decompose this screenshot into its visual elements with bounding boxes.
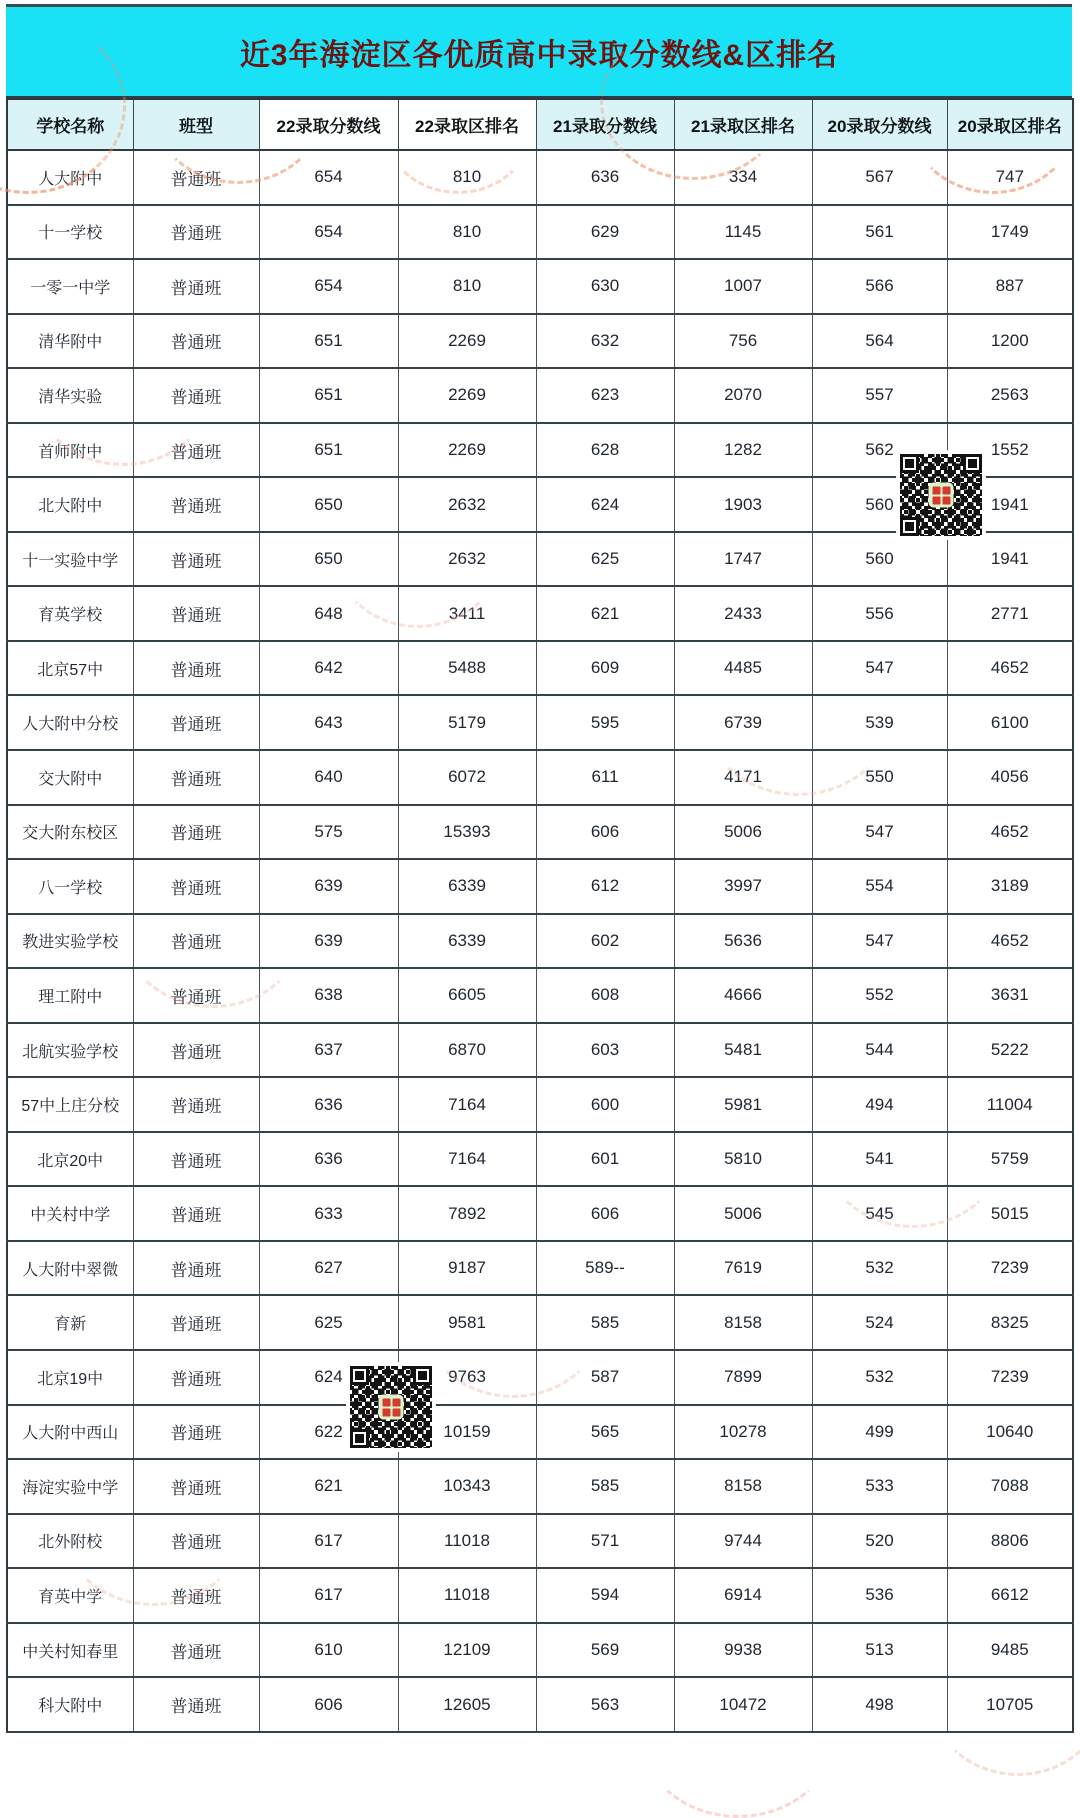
score-cell: 2433 (674, 586, 812, 641)
class-type-cell: 普通班 (133, 1186, 259, 1241)
score-cell: 639 (259, 914, 398, 969)
score-cell: 9938 (674, 1623, 812, 1678)
score-cell: 654 (259, 259, 398, 314)
score-cell: 1145 (674, 205, 812, 260)
table-row (7, 1132, 1073, 1187)
page-title: 近3年海淀区各优质高中录取分数线&区排名 (239, 38, 839, 72)
school-name-cell: 海淀实验中学 (7, 1459, 133, 1514)
score-cell: 602 (536, 914, 674, 969)
score-cell: 547 (812, 641, 947, 696)
score-cell: 560 (812, 532, 947, 587)
score-cell: 4485 (674, 641, 812, 696)
score-cell: 10343 (398, 1459, 536, 1514)
score-cell: 636 (259, 1132, 398, 1187)
score-cell: 8325 (947, 1295, 1073, 1350)
table-row (7, 205, 1073, 260)
table-row (7, 1295, 1073, 1350)
class-type-cell: 普通班 (133, 1350, 259, 1405)
table-row (7, 968, 1073, 1023)
score-cell: 494 (812, 1077, 947, 1132)
school-name-cell: 科大附中 (7, 1677, 133, 1732)
score-cell: 589-- (536, 1241, 674, 1296)
score-cell: 4056 (947, 750, 1073, 805)
score-cell: 1282 (674, 423, 812, 478)
class-type-cell: 普通班 (133, 423, 259, 478)
score-cell: 608 (536, 968, 674, 1023)
score-cell: 9485 (947, 1623, 1073, 1678)
score-cell: 617 (259, 1568, 398, 1623)
school-name-cell: 十一学校 (7, 205, 133, 260)
score-cell: 651 (259, 368, 398, 423)
score-cell: 10159 (398, 1405, 536, 1460)
score-cell: 3189 (947, 859, 1073, 914)
score-cell: 6339 (398, 914, 536, 969)
school-name-cell: 北京20中 (7, 1132, 133, 1187)
score-cell: 639 (259, 859, 398, 914)
qr-finder-icon (350, 1366, 369, 1385)
score-cell: 9763 (398, 1350, 536, 1405)
school-name-cell: 人大附中 (7, 150, 133, 205)
score-cell: 611 (536, 750, 674, 805)
score-cell: 11004 (947, 1077, 1073, 1132)
score-cell: 562 (812, 423, 947, 478)
header-row (7, 99, 1073, 150)
column-header: 学校名称 (7, 99, 133, 150)
table-row (7, 914, 1073, 969)
title-bar (6, 4, 1072, 98)
class-type-cell: 普通班 (133, 259, 259, 314)
score-cell: 536 (812, 1568, 947, 1623)
class-type-cell: 普通班 (133, 1295, 259, 1350)
column-header: 22录取区排名 (398, 99, 536, 150)
score-cell: 587 (536, 1350, 674, 1405)
score-cell: 1200 (947, 314, 1073, 369)
score-cell: 8158 (674, 1295, 812, 1350)
score-cell: 9187 (398, 1241, 536, 1296)
class-type-cell: 普通班 (133, 914, 259, 969)
score-cell: 654 (259, 150, 398, 205)
table-row (7, 586, 1073, 641)
score-cell: 4652 (947, 805, 1073, 860)
score-cell: 1941 (947, 477, 1073, 532)
table-row (7, 150, 1073, 205)
class-type-cell: 普通班 (133, 1623, 259, 1678)
score-cell: 612 (536, 859, 674, 914)
score-cell: 638 (259, 968, 398, 1023)
class-type-cell: 普通班 (133, 150, 259, 205)
class-type-cell: 普通班 (133, 1514, 259, 1569)
score-cell: 595 (536, 695, 674, 750)
score-cell: 5006 (674, 1186, 812, 1241)
score-cell: 606 (536, 1186, 674, 1241)
score-cell: 9744 (674, 1514, 812, 1569)
school-name-cell: 育英学校 (7, 586, 133, 641)
table-row (7, 1405, 1073, 1460)
score-cell: 648 (259, 586, 398, 641)
score-cell: 1903 (674, 477, 812, 532)
qr-finder-icon (900, 517, 919, 536)
table-row (7, 1459, 1073, 1514)
table-row (7, 1623, 1073, 1678)
score-cell: 5981 (674, 1077, 812, 1132)
school-name-cell: 清华实验 (7, 368, 133, 423)
score-cell: 6914 (674, 1568, 812, 1623)
table-row (7, 259, 1073, 314)
score-cell: 8806 (947, 1514, 1073, 1569)
score-cell: 601 (536, 1132, 674, 1187)
table-row (7, 368, 1073, 423)
score-cell: 2269 (398, 314, 536, 369)
table-row (7, 1350, 1073, 1405)
score-cell: 532 (812, 1241, 947, 1296)
score-cell: 600 (536, 1077, 674, 1132)
score-cell: 4652 (947, 641, 1073, 696)
score-cell: 5179 (398, 695, 536, 750)
score-cell: 606 (259, 1677, 398, 1732)
score-cell: 539 (812, 695, 947, 750)
score-cell: 610 (259, 1623, 398, 1678)
score-cell: 5222 (947, 1023, 1073, 1078)
score-cell: 625 (259, 1295, 398, 1350)
school-name-cell: 交大附东校区 (7, 805, 133, 860)
qr-finder-icon (900, 454, 919, 473)
score-cell: 628 (536, 423, 674, 478)
score-cell: 2563 (947, 368, 1073, 423)
school-name-cell: 八一学校 (7, 859, 133, 914)
score-cell: 564 (812, 314, 947, 369)
score-cell: 621 (536, 586, 674, 641)
score-cell: 6100 (947, 695, 1073, 750)
score-cell: 643 (259, 695, 398, 750)
score-cell: 810 (398, 205, 536, 260)
score-cell: 636 (259, 1077, 398, 1132)
score-cell: 6339 (398, 859, 536, 914)
score-cell: 499 (812, 1405, 947, 1460)
score-cell: 7164 (398, 1132, 536, 1187)
table-row (7, 1023, 1073, 1078)
score-cell: 632 (536, 314, 674, 369)
score-cell: 569 (536, 1623, 674, 1678)
score-cell: 1749 (947, 205, 1073, 260)
class-type-cell: 普通班 (133, 205, 259, 260)
table-row (7, 695, 1073, 750)
score-cell: 637 (259, 1023, 398, 1078)
score-cell: 554 (812, 859, 947, 914)
column-header: 22录取分数线 (259, 99, 398, 150)
qr-code-icon (347, 1363, 435, 1451)
table-row (7, 1514, 1073, 1569)
score-cell: 624 (259, 1350, 398, 1405)
school-name-cell: 北外附校 (7, 1514, 133, 1569)
score-cell: 594 (536, 1568, 674, 1623)
score-cell: 524 (812, 1295, 947, 1350)
score-cell: 585 (536, 1295, 674, 1350)
score-cell: 627 (259, 1241, 398, 1296)
score-cell: 609 (536, 641, 674, 696)
class-type-cell: 普通班 (133, 805, 259, 860)
score-cell: 629 (536, 205, 674, 260)
score-cell: 557 (812, 368, 947, 423)
table-row (7, 750, 1073, 805)
score-cell: 5810 (674, 1132, 812, 1187)
score-cell: 552 (812, 968, 947, 1023)
column-header: 21录取分数线 (536, 99, 674, 150)
score-cell: 5488 (398, 641, 536, 696)
score-cell: 6605 (398, 968, 536, 1023)
qr-center-logo (929, 483, 954, 508)
score-cell: 617 (259, 1514, 398, 1569)
score-cell: 567 (812, 150, 947, 205)
score-cell: 603 (536, 1023, 674, 1078)
school-name-cell: 人大附中翠微 (7, 1241, 133, 1296)
score-cell: 3411 (398, 586, 536, 641)
score-cell: 642 (259, 641, 398, 696)
score-cell: 544 (812, 1023, 947, 1078)
score-cell: 560 (812, 477, 947, 532)
score-cell: 566 (812, 259, 947, 314)
score-cell: 1941 (947, 532, 1073, 587)
score-cell: 2070 (674, 368, 812, 423)
qr-finder-icon (413, 1366, 432, 1385)
score-cell: 10705 (947, 1677, 1073, 1732)
class-type-cell: 普通班 (133, 641, 259, 696)
score-cell: 8158 (674, 1459, 812, 1514)
school-name-cell: 交大附中 (7, 750, 133, 805)
score-cell: 10640 (947, 1405, 1073, 1460)
score-cell: 3997 (674, 859, 812, 914)
school-name-cell: 育英中学 (7, 1568, 133, 1623)
score-cell: 6072 (398, 750, 536, 805)
score-cell: 7239 (947, 1350, 1073, 1405)
score-cell: 636 (536, 150, 674, 205)
class-type-cell: 普通班 (133, 586, 259, 641)
score-cell: 621 (259, 1459, 398, 1514)
score-cell: 651 (259, 423, 398, 478)
school-name-cell: 57中上庄分校 (7, 1077, 133, 1132)
score-cell: 3631 (947, 968, 1073, 1023)
score-cell: 810 (398, 259, 536, 314)
school-name-cell: 教进实验学校 (7, 914, 133, 969)
score-cell: 565 (536, 1405, 674, 1460)
score-cell: 513 (812, 1623, 947, 1678)
score-cell: 547 (812, 914, 947, 969)
school-name-cell: 人大附中西山 (7, 1405, 133, 1460)
score-cell: 10278 (674, 1405, 812, 1460)
school-name-cell: 中关村知春里 (7, 1623, 133, 1678)
school-name-cell: 北大附中 (7, 477, 133, 532)
score-cell: 606 (536, 805, 674, 860)
score-cell: 561 (812, 205, 947, 260)
score-cell: 2632 (398, 477, 536, 532)
class-type-cell: 普通班 (133, 750, 259, 805)
score-cell: 4652 (947, 914, 1073, 969)
school-name-cell: 北航实验学校 (7, 1023, 133, 1078)
column-header: 20录取分数线 (812, 99, 947, 150)
school-name-cell: 一零一中学 (7, 259, 133, 314)
qr-code-icon (897, 451, 985, 539)
score-cell: 4171 (674, 750, 812, 805)
score-cell: 498 (812, 1677, 947, 1732)
score-cell: 887 (947, 259, 1073, 314)
class-type-cell: 普通班 (133, 1677, 259, 1732)
score-cell: 640 (259, 750, 398, 805)
school-name-cell: 首师附中 (7, 423, 133, 478)
score-cell: 6612 (947, 1568, 1073, 1623)
score-cell: 1747 (674, 532, 812, 587)
class-type-cell: 普通班 (133, 532, 259, 587)
score-cell: 1552 (947, 423, 1073, 478)
class-type-cell: 普通班 (133, 1077, 259, 1132)
school-name-cell: 中关村中学 (7, 1186, 133, 1241)
class-type-cell: 普通班 (133, 695, 259, 750)
table-row (7, 1677, 1073, 1732)
table-row (7, 1186, 1073, 1241)
class-type-cell: 普通班 (133, 368, 259, 423)
score-cell: 633 (259, 1186, 398, 1241)
class-type-cell: 普通班 (133, 477, 259, 532)
score-table (6, 98, 1074, 1733)
score-cell: 4666 (674, 968, 812, 1023)
score-cell: 1007 (674, 259, 812, 314)
score-cell: 622 (259, 1405, 398, 1460)
class-type-cell: 普通班 (133, 1568, 259, 1623)
score-cell: 585 (536, 1459, 674, 1514)
table-body (7, 150, 1073, 1732)
qr-finder-icon (963, 454, 982, 473)
score-cell: 15393 (398, 805, 536, 860)
school-name-cell: 北京57中 (7, 641, 133, 696)
score-cell: 12605 (398, 1677, 536, 1732)
score-cell: 2269 (398, 368, 536, 423)
score-cell: 7892 (398, 1186, 536, 1241)
score-cell: 5481 (674, 1023, 812, 1078)
score-cell: 541 (812, 1132, 947, 1187)
table-row (7, 1568, 1073, 1623)
score-cell: 556 (812, 586, 947, 641)
score-cell: 9581 (398, 1295, 536, 1350)
score-cell: 563 (536, 1677, 674, 1732)
score-cell: 571 (536, 1514, 674, 1569)
score-cell: 650 (259, 532, 398, 587)
school-name-cell: 十一实验中学 (7, 532, 133, 587)
table-row (7, 532, 1073, 587)
score-cell: 756 (674, 314, 812, 369)
score-cell: 5636 (674, 914, 812, 969)
score-cell: 7899 (674, 1350, 812, 1405)
score-cell: 6739 (674, 695, 812, 750)
class-type-cell: 普通班 (133, 859, 259, 914)
column-header: 21录取区排名 (674, 99, 812, 150)
score-cell: 5006 (674, 805, 812, 860)
score-cell: 6870 (398, 1023, 536, 1078)
score-cell: 11018 (398, 1568, 536, 1623)
score-cell: 7088 (947, 1459, 1073, 1514)
score-cell: 334 (674, 150, 812, 205)
school-name-cell: 人大附中分校 (7, 695, 133, 750)
score-cell: 10472 (674, 1677, 812, 1732)
school-name-cell: 清华附中 (7, 314, 133, 369)
score-cell: 2632 (398, 532, 536, 587)
table-row (7, 1077, 1073, 1132)
score-cell: 630 (536, 259, 674, 314)
score-cell: 5015 (947, 1186, 1073, 1241)
score-cell: 623 (536, 368, 674, 423)
score-cell: 545 (812, 1186, 947, 1241)
school-name-cell: 育新 (7, 1295, 133, 1350)
class-type-cell: 普通班 (133, 1459, 259, 1514)
school-name-cell: 北京19中 (7, 1350, 133, 1405)
class-type-cell: 普通班 (133, 314, 259, 369)
score-cell: 2269 (398, 423, 536, 478)
table-row (7, 314, 1073, 369)
score-cell: 11018 (398, 1514, 536, 1569)
class-type-cell: 普通班 (133, 1241, 259, 1296)
qr-center-logo (379, 1395, 404, 1420)
class-type-cell: 普通班 (133, 968, 259, 1023)
score-cell: 7619 (674, 1241, 812, 1296)
score-cell: 654 (259, 205, 398, 260)
column-header: 班型 (133, 99, 259, 150)
score-cell: 533 (812, 1459, 947, 1514)
score-cell: 532 (812, 1350, 947, 1405)
table-row (7, 859, 1073, 914)
class-type-cell: 普通班 (133, 1405, 259, 1460)
table-row (7, 1241, 1073, 1296)
column-header: 20录取区排名 (947, 99, 1073, 150)
qr-finder-icon (350, 1429, 369, 1448)
school-name-cell: 理工附中 (7, 968, 133, 1023)
score-cell: 7239 (947, 1241, 1073, 1296)
class-type-cell: 普通班 (133, 1132, 259, 1187)
score-cell: 625 (536, 532, 674, 587)
class-type-cell: 普通班 (133, 1023, 259, 1078)
score-cell: 7164 (398, 1077, 536, 1132)
score-cell: 5759 (947, 1132, 1073, 1187)
score-cell: 2771 (947, 586, 1073, 641)
score-cell: 520 (812, 1514, 947, 1569)
score-cell: 810 (398, 150, 536, 205)
table-row (7, 805, 1073, 860)
score-cell: 650 (259, 477, 398, 532)
score-cell: 651 (259, 314, 398, 369)
score-cell: 747 (947, 150, 1073, 205)
score-cell: 12109 (398, 1623, 536, 1678)
score-cell: 547 (812, 805, 947, 860)
score-cell: 624 (536, 477, 674, 532)
score-cell: 550 (812, 750, 947, 805)
table-row (7, 641, 1073, 696)
score-cell: 575 (259, 805, 398, 860)
